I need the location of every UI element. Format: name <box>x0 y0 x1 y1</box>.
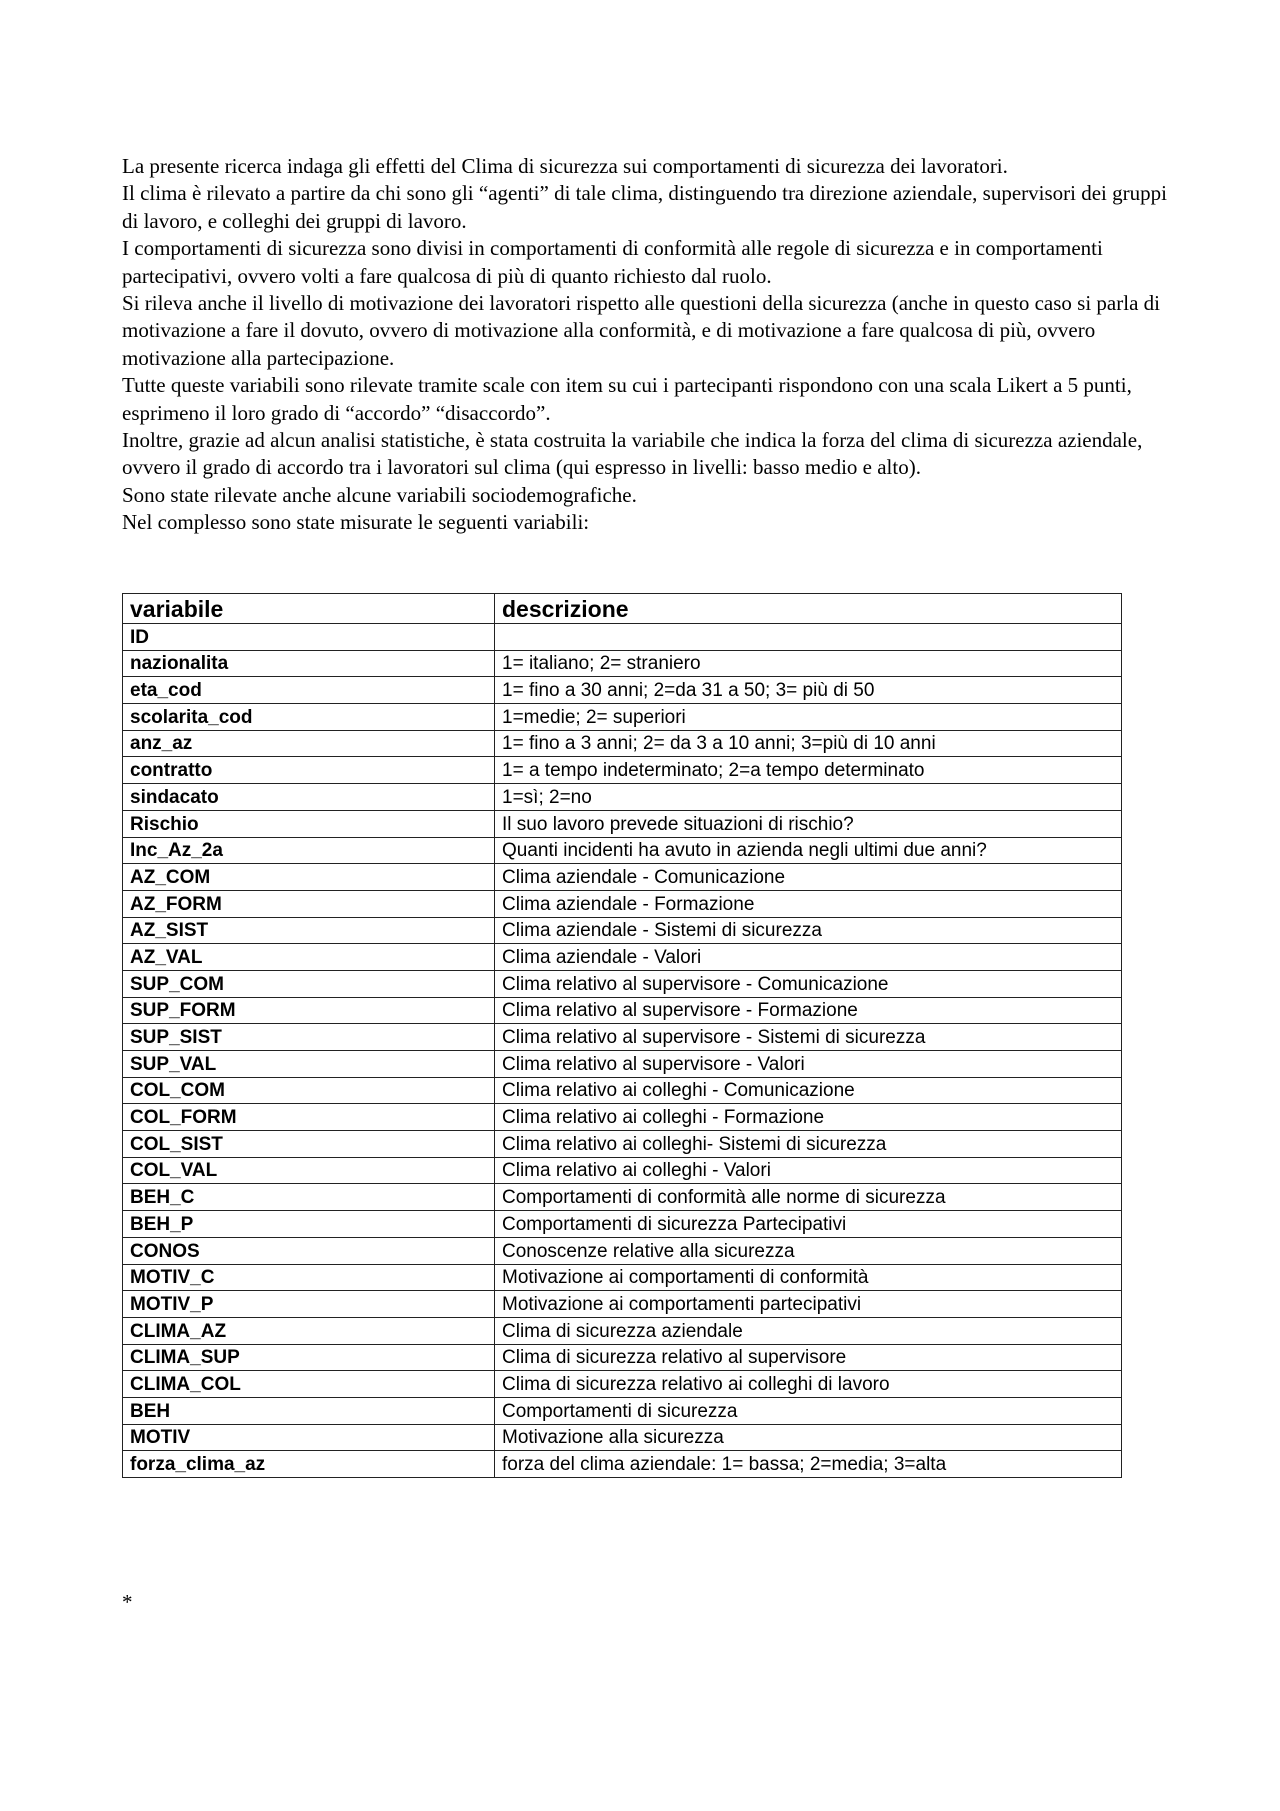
variable-description-cell: Motivazione ai comportamenti partecipativi <box>495 1291 1122 1318</box>
table-row <box>123 784 1122 811</box>
variable-description-cell: Il suo lavoro prevede situazioni di rischio? <box>495 810 1122 837</box>
variable-description-cell: Clima di sicurezza relativo ai colleghi di lavoro <box>495 1371 1122 1398</box>
variable-description-cell: Comportamenti di sicurezza <box>495 1397 1122 1424</box>
variable-description-cell: Clima relativo ai colleghi- Sistemi di sicurezza <box>495 1131 1122 1158</box>
variable-name-cell: CLIMA_SUP <box>123 1344 495 1371</box>
table-row <box>123 1131 1122 1158</box>
table-row <box>123 1344 1122 1371</box>
variable-description-cell: 1=sì; 2=no <box>495 784 1122 811</box>
table-row <box>123 1104 1122 1131</box>
variable-name-cell: MOTIV_P <box>123 1291 495 1318</box>
variable-name-cell: nazionalita <box>123 650 495 677</box>
variable-name-cell: scolarita_cod <box>123 704 495 731</box>
table-row <box>123 1291 1122 1318</box>
variable-name-cell: SUP_FORM <box>123 997 495 1024</box>
intro-paragraph-8: Nel complesso sono state misurate le seguenti variabili: <box>122 510 590 535</box>
variable-name-cell: Inc_Az_2a <box>123 837 495 864</box>
table-row <box>123 650 1122 677</box>
variable-name-cell: Rischio <box>123 810 495 837</box>
variable-name-cell: forza_clima_az <box>123 1451 495 1478</box>
variable-name-cell: AZ_VAL <box>123 944 495 971</box>
table-row <box>123 1424 1122 1451</box>
variable-name-cell: COL_VAL <box>123 1157 495 1184</box>
intro-text <box>122 153 1172 537</box>
intro-paragraph-2: Il clima è rilevato a partire da chi sono gli “agenti” di tale clima, distinguendo tra direzione aziendale, supervisori dei gruppi di lavoro, e colleghi dei gruppi di lavoro. <box>122 181 1167 233</box>
variable-description-cell: forza del clima aziendale: 1= bassa; 2=media; 3=alta <box>495 1451 1122 1478</box>
table-header-row <box>123 594 1122 624</box>
variable-name-cell: BEH_C <box>123 1184 495 1211</box>
variable-description-cell: Clima relativo al supervisore - Valori <box>495 1051 1122 1078</box>
variable-description-cell: Clima relativo al supervisore - Comunicazione <box>495 970 1122 997</box>
intro-paragraph-5: Tutte queste variabili sono rilevate tramite scale con item su cui i partecipanti rispondono con una scala Likert a 5 punti, esprimeno il loro grado di “accordo” “disaccordo”. <box>122 373 1132 425</box>
variable-description-cell: 1= a tempo indeterminato; 2=a tempo determinato <box>495 757 1122 784</box>
variable-name-cell: sindacato <box>123 784 495 811</box>
intro-paragraph-6: Inoltre, grazie ad alcun analisi statistiche, è stata costruita la variabile che indica la forza del clima di sicurezza aziendale, ovvero il grado di accordo tra i lavoratori sul clima (qui espresso in livelli: basso medio e alto). <box>122 428 1143 480</box>
variable-name-cell: anz_az <box>123 730 495 757</box>
variable-description-cell: 1= fino a 3 anni; 2= da 3 a 10 anni; 3=più di 10 anni <box>495 730 1122 757</box>
table-body <box>123 624 1122 1478</box>
variable-name-cell: CONOS <box>123 1237 495 1264</box>
variable-name-cell: CLIMA_COL <box>123 1371 495 1398</box>
variable-description-cell: Clima aziendale - Valori <box>495 944 1122 971</box>
table-row <box>123 704 1122 731</box>
variable-name-cell: AZ_FORM <box>123 890 495 917</box>
table-row <box>123 1051 1122 1078</box>
table-row <box>123 1317 1122 1344</box>
variable-description-cell: 1=medie; 2= superiori <box>495 704 1122 731</box>
variable-description-cell: Clima relativo ai colleghi - Formazione <box>495 1104 1122 1131</box>
table-row <box>123 677 1122 704</box>
variable-name-cell: COL_FORM <box>123 1104 495 1131</box>
variable-name-cell: contratto <box>123 757 495 784</box>
variable-description-cell: Motivazione alla sicurezza <box>495 1424 1122 1451</box>
variable-description-cell: 1= italiano; 2= straniero <box>495 650 1122 677</box>
table-row <box>123 1157 1122 1184</box>
table-row <box>123 1211 1122 1238</box>
variable-name-cell: MOTIV <box>123 1424 495 1451</box>
table-row <box>123 970 1122 997</box>
variable-name-cell: SUP_COM <box>123 970 495 997</box>
variable-name-cell: BEH_P <box>123 1211 495 1238</box>
variable-name-cell: AZ_COM <box>123 864 495 891</box>
variable-name-cell: eta_cod <box>123 677 495 704</box>
variable-name-cell: SUP_SIST <box>123 1024 495 1051</box>
variable-name-cell: AZ_SIST <box>123 917 495 944</box>
variable-name-cell: CLIMA_AZ <box>123 1317 495 1344</box>
table-row <box>123 997 1122 1024</box>
table-row <box>123 757 1122 784</box>
variable-description-cell: Clima aziendale - Comunicazione <box>495 864 1122 891</box>
table-row <box>123 917 1122 944</box>
variable-name-cell: MOTIV_C <box>123 1264 495 1291</box>
table-row <box>123 1077 1122 1104</box>
table-row <box>123 624 1122 651</box>
variable-description-cell: Clima relativo ai colleghi - Valori <box>495 1157 1122 1184</box>
variable-description-cell: 1= fino a 30 anni; 2=da 31 a 50; 3= più di 50 <box>495 677 1122 704</box>
variable-description-cell: Comportamenti di sicurezza Partecipativi <box>495 1211 1122 1238</box>
variable-description-cell <box>495 624 1122 651</box>
table-row <box>123 730 1122 757</box>
variable-description-cell: Conoscenze relative alla sicurezza <box>495 1237 1122 1264</box>
intro-paragraph-1: La presente ricerca indaga gli effetti del Clima di sicurezza sui comportamenti di sicurezza dei lavoratori. <box>122 154 1008 178</box>
variable-name-cell: SUP_VAL <box>123 1051 495 1078</box>
variable-name-cell: BEH <box>123 1397 495 1424</box>
variable-description-cell: Motivazione ai comportamenti di conformità <box>495 1264 1122 1291</box>
table-row <box>123 837 1122 864</box>
table-row <box>123 864 1122 891</box>
header-description: descrizione <box>495 594 1122 624</box>
variable-description-cell: Quanti incidenti ha avuto in azienda negli ultimi due anni? <box>495 837 1122 864</box>
table-row <box>123 1264 1122 1291</box>
variable-description-cell: Clima aziendale - Formazione <box>495 890 1122 917</box>
variable-name-cell: COL_COM <box>123 1077 495 1104</box>
table-row <box>123 1024 1122 1051</box>
variable-name-cell: COL_SIST <box>123 1131 495 1158</box>
variable-description-cell: Clima relativo al supervisore - Formazione <box>495 997 1122 1024</box>
variable-name-cell: ID <box>123 624 495 651</box>
footnote-mark: * <box>122 1590 133 1614</box>
variable-description-cell: Clima di sicurezza aziendale <box>495 1317 1122 1344</box>
table-row <box>123 1184 1122 1211</box>
variable-description-cell: Clima di sicurezza relativo al supervisore <box>495 1344 1122 1371</box>
variable-description-cell: Clima relativo ai colleghi - Comunicazione <box>495 1077 1122 1104</box>
intro-paragraph-7: Sono state rilevate anche alcune variabili sociodemografiche. <box>122 482 637 507</box>
variables-table <box>122 593 1122 1478</box>
header-variable: variabile <box>123 594 495 624</box>
table-row <box>123 1371 1122 1398</box>
table-row <box>123 1451 1122 1478</box>
variable-description-cell: Clima relativo al supervisore - Sistemi di sicurezza <box>495 1024 1122 1051</box>
table-row <box>123 1237 1122 1264</box>
intro-paragraph-4: Si rileva anche il livello di motivazione dei lavoratori rispetto alle questioni della sicurezza (anche in questo caso si parla di motivazione a fare il dovuto, ovvero di motivazione alla conformità, e di motivazione a fare qualcosa di più, ovvero motivazione alla partecipazione. <box>122 291 1160 370</box>
table-row <box>123 944 1122 971</box>
table-row <box>123 1397 1122 1424</box>
intro-paragraph-3: I comportamenti di sicurezza sono divisi in comportamenti di conformità alle regole di sicurezza e in comportamenti partecipativi, ovvero volti a fare qualcosa di più di quanto richiesto dal ruolo. <box>122 236 1103 288</box>
variable-description-cell: Comportamenti di conformità alle norme di sicurezza <box>495 1184 1122 1211</box>
variable-description-cell: Clima aziendale - Sistemi di sicurezza <box>495 917 1122 944</box>
table-row <box>123 890 1122 917</box>
table-row <box>123 810 1122 837</box>
